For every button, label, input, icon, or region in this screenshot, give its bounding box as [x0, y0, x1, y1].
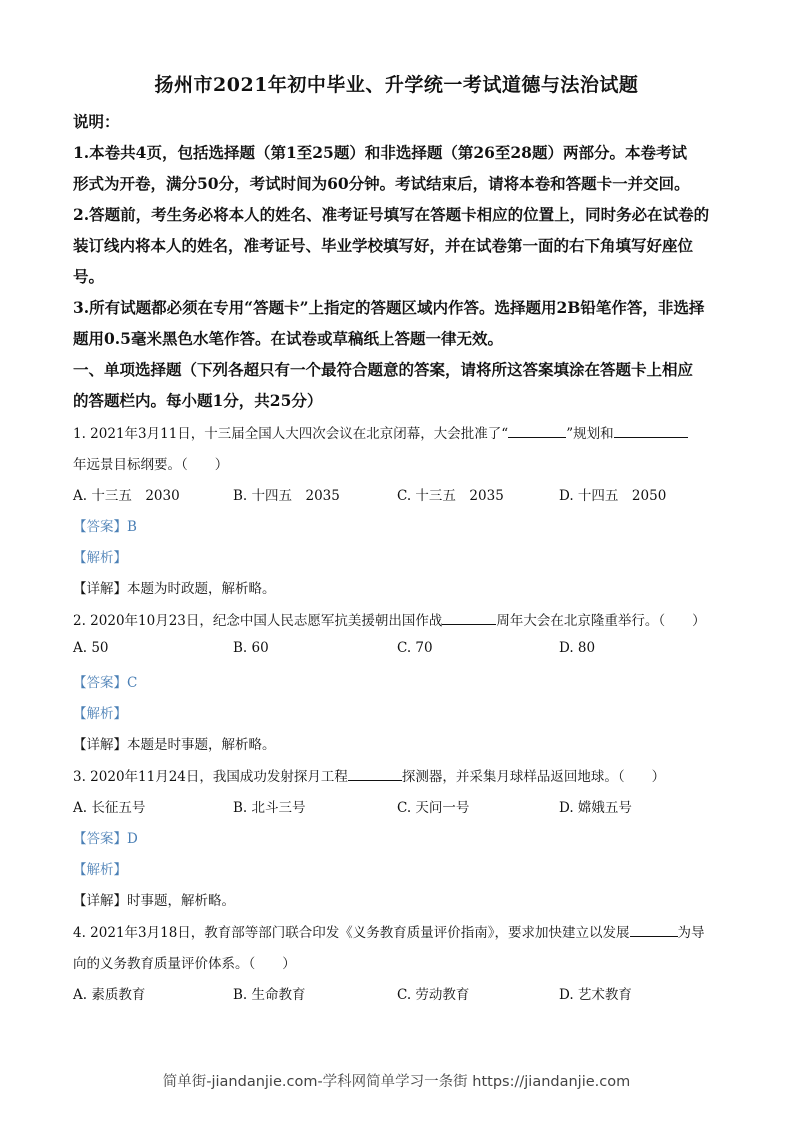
option-b: B. 生命教育 — [233, 987, 306, 1003]
question-2-stem — [73, 609, 706, 629]
option-a: A. 素质教育 — [73, 987, 146, 1003]
question-1-stem-cont: 年远景目标纲要。（ ） — [73, 457, 229, 473]
answer-line — [73, 515, 137, 535]
question-1-text: 1. 2021年3月11日，十三届全国人大四次会议在北京闭幕，大会批准了“ — [73, 426, 509, 442]
question-2-text: 周年大会在北京隆重举行。（ ） — [496, 613, 706, 629]
instructions-heading: 说明： — [73, 112, 120, 131]
answer-blank — [630, 922, 678, 937]
answer-label: 【答案】 — [73, 831, 127, 847]
answer-blank — [508, 423, 566, 438]
analysis-label: 【解析】 — [73, 550, 127, 566]
detail-line: 【详解】时事题，解析略。 — [73, 893, 235, 909]
analysis-label: 【解析】 — [73, 706, 127, 722]
answer-blank — [442, 610, 496, 625]
answer-line — [73, 671, 137, 691]
question-3-text: 3. 2020年11月24日，我国成功发射探月工程 — [73, 769, 348, 785]
question-3-text: 探测器，并采集月球样品返回地球。（ ） — [401, 769, 666, 785]
answer-blank — [348, 766, 402, 781]
option-c: C. 十三五 2035 — [397, 488, 504, 504]
option-d: D. 嫦娥五号 — [559, 800, 632, 816]
question-1-stem — [73, 422, 688, 442]
option-a: A. 50 — [73, 640, 109, 656]
instruction-line: 1.本卷共4页，包括选择题（第1至25题）和非选择题（第26至28题）两部分。本卷考试 — [73, 143, 687, 162]
answer-value: C — [127, 675, 138, 691]
answer-line — [73, 827, 138, 847]
instruction-line: 形式为开卷，满分50分，考试时间为60分钟。考试结束后，请将本卷和答题卡一并交回。 — [73, 174, 690, 193]
option-c: C. 70 — [397, 640, 433, 656]
option-b: B. 北斗三号 — [233, 800, 306, 816]
instruction-line: 3.所有试题都必须在专用“答题卡”上指定的答题区域内作答。选择题用2B铅笔作答，非选择 — [73, 298, 705, 317]
answer-label: 【答案】 — [73, 675, 127, 691]
instruction-line: 装订线内将本人的姓名，准考证号、毕业学校填写好，并在试卷第一面的右下角填写好座位 — [73, 236, 694, 255]
instruction-line: 号。 — [73, 267, 105, 286]
option-d: D. 80 — [559, 640, 596, 656]
option-b: B. 十四五 2035 — [233, 488, 340, 504]
page-title: 扬州市2021年初中毕业、升学统一考试道德与法治试题 — [154, 74, 639, 96]
question-4-text: 为导 — [677, 925, 705, 941]
instruction-line: 2.答题前，考生务必将本人的姓名、准考证号填写在答题卡相应的位置上，同时务必在试卷的 — [73, 205, 710, 224]
answer-blank — [614, 423, 688, 438]
option-c: C. 劳动教育 — [397, 987, 470, 1003]
option-a: A. 十三五 2030 — [73, 488, 180, 504]
section-heading: 一、单项选择题（下列各超只有一个最符合题意的答案，请将所这答案填涂在答题卡上相应 — [73, 360, 694, 379]
option-a: A. 长征五号 — [73, 800, 146, 816]
detail-line: 【详解】本题为时政题，解析略。 — [73, 581, 276, 597]
answer-label: 【答案】 — [73, 519, 127, 535]
question-1-text: ”规划和 — [566, 426, 614, 442]
detail-line: 【详解】本题是时事题，解析略。 — [73, 737, 276, 753]
question-3-stem — [73, 765, 665, 785]
question-4-text: 4. 2021年3月18日，教育部等部门联合印发《义务教育质量评价指南》，要求加快建立以发展 — [73, 925, 630, 941]
page-footer: 简单街-jiandanjie.com-学科网简单学习一条街 https://jiandanjie.com — [162, 1074, 631, 1090]
analysis-label: 【解析】 — [73, 862, 127, 878]
option-c: C. 天问一号 — [397, 800, 470, 816]
instruction-line: 题用0.5毫米黑色水笔作答。在试卷或草稿纸上答题一律无效。 — [73, 329, 503, 348]
answer-value: D — [127, 831, 138, 847]
question-4-stem-cont: 向的义务教育质量评价体系。（ ） — [73, 956, 296, 972]
option-d: D. 艺术教育 — [559, 987, 632, 1003]
question-4-stem — [73, 921, 705, 941]
option-b: B. 60 — [233, 640, 269, 656]
question-2-text: 2. 2020年10月23日，纪念中国人民志愿军抗美援朝出国作战 — [73, 613, 443, 629]
answer-value: B — [127, 519, 137, 535]
option-d: D. 十四五 2050 — [559, 488, 667, 504]
section-heading-cont: 的答题栏内。每小题1分，共25分） — [73, 391, 323, 410]
